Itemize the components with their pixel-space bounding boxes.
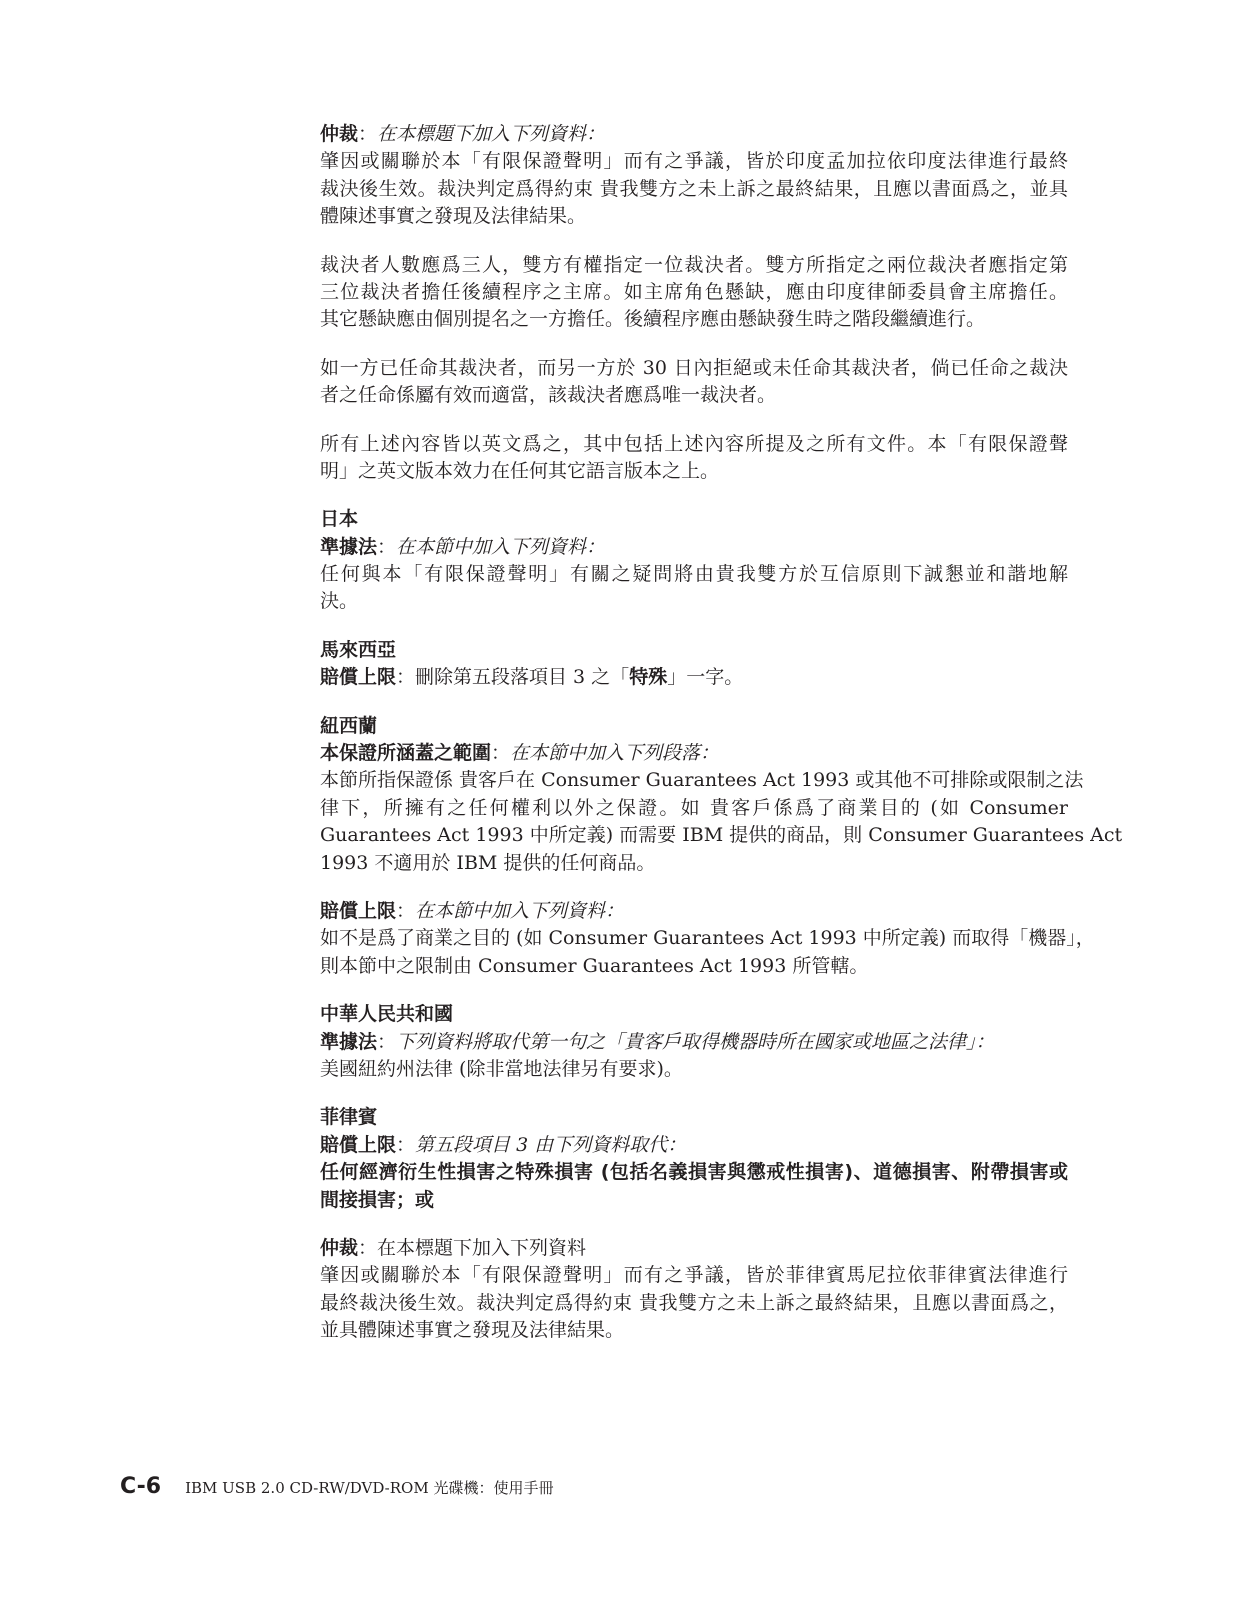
liability-label-line	[320, 664, 1068, 691]
section-heading: 日本	[320, 508, 359, 531]
text-line: 決。	[320, 590, 359, 613]
section-malaysia	[320, 637, 1068, 692]
liability-label: 賠償上限	[320, 1133, 397, 1156]
text-line: 肇因或關聯於本「有限保證聲明」而有之爭議，皆於菲律賓馬尼拉依菲律賓法律進行	[320, 1264, 1068, 1287]
governing-law-label: 準據法	[320, 535, 378, 558]
text-line: 間接損害；或	[320, 1188, 435, 1211]
section-philippines	[320, 1104, 1068, 1214]
text-line: 明」之英文版本效力在任何其它語言版本之上。	[320, 459, 720, 482]
label-colon: ：	[396, 1133, 416, 1156]
instruction-text: 在本節中加入下列段落：	[510, 742, 720, 765]
document-body	[320, 121, 1123, 1365]
arbitration-label: 仲裁	[320, 123, 359, 145]
scope-label-line	[320, 740, 1068, 767]
liability-label-line	[320, 1132, 1068, 1159]
section-heading: 馬來西亞	[320, 638, 397, 661]
arbitration-label-line	[320, 1235, 1068, 1262]
text-line: 最終裁決後生效。裁決判定爲得約束 貴我雙方之未上訴之最終結果，且應以書面爲之，	[320, 1291, 1068, 1314]
text-line: 本節所指保證係 貴客戶在 Consumer Guarantees Act 1993 或其他不可排除或限制之法	[320, 769, 1084, 792]
text-line: 其它懸缺應由個別提名之一方擔任。後續程序應由懸缺發生時之階段繼續進行。	[320, 308, 986, 331]
philippines-arbitration	[320, 1235, 1068, 1345]
text-segment: ：刪除第五段落項目 3 之「	[396, 666, 630, 689]
text-line: 美國紐約州法律 (除非當地法律另有要求)。	[320, 1057, 683, 1080]
text-line: 任何經濟衍生性損害之特殊損害 (包括名義損害與懲戒性損害)、道德損害、附帶損害或	[320, 1161, 1068, 1184]
page-number: C-6	[120, 1474, 162, 1499]
paragraph	[320, 431, 1068, 486]
text-line: 三位裁決者擔任後續程序之主席。如主席角色懸缺，應由印度律師委員會主席擔任。	[320, 280, 1068, 303]
text-line: 如一方已任命其裁決者，而另一方於 30 日內拒絕或未任命其裁決者，倘已任命之裁決	[320, 356, 1068, 379]
instruction-text: 在本標題下加入下列資料	[377, 1236, 587, 1259]
arbitration-label: 仲裁	[320, 1236, 359, 1259]
text-line: 如不是爲了商業之目的 (如 Consumer Guarantees Act 1993 中所定義) 而取得「機器」，	[320, 927, 1095, 950]
liability-label-line	[320, 898, 1068, 925]
text-line: Guarantees Act 1993 中所定義) 而需要 IBM 提供的商品，則 Consumer Guarantees Act	[320, 824, 1123, 847]
text-line: 律下，所擁有之任何權利以外之保證。如 貴客戶係爲了商業目的 (如 Consumer	[320, 796, 1068, 819]
instruction-text: 第五段項目 3 由下列資料取代：	[415, 1133, 687, 1156]
text-line: 裁決者人數應爲三人，雙方有權指定一位裁決者。雙方所指定之兩位裁決者應指定第	[320, 253, 1068, 276]
paragraph	[320, 252, 1068, 334]
label-colon: ：	[491, 742, 511, 765]
document-title: IBM USB 2.0 CD-RW/DVD-ROM 光碟機：使用手冊	[185, 1479, 554, 1497]
section-heading: 中華人民共和國	[320, 1003, 454, 1026]
arbitration-label-line	[320, 121, 1068, 148]
section-new-zealand	[320, 713, 1123, 877]
instruction-text: 下列資料將取代第一句之「貴客戶取得機器時所在國家或地區之法律」：	[396, 1030, 995, 1053]
instruction-text: 在本節中加入下列資料：	[396, 535, 606, 558]
text-line: 者之任命係屬有效而適當，該裁決者應爲唯一裁決者。	[320, 384, 777, 407]
text-line: 則本節中之限制由 Consumer Guarantees Act 1993 所管轄。	[320, 954, 869, 977]
text-line: 裁決後生效。裁決判定爲得約束 貴我雙方之未上訴之最終結果，且應以書面爲之，並具	[320, 177, 1068, 200]
text-line: 所有上述內容皆以英文爲之，其中包括上述內容所提及之所有文件。本「有限保證聲	[320, 432, 1068, 455]
text-line: 任何與本「有限保證聲明」有關之疑問將由貴我雙方於互信原則下誠懇並和諧地解	[320, 563, 1068, 586]
label-colon: ：	[358, 123, 378, 145]
governing-law-label-line	[320, 534, 1068, 561]
label-colon: ：	[377, 1030, 397, 1053]
text-segment: 」一字。	[667, 666, 744, 689]
section-japan	[320, 506, 1068, 616]
text-line: 肇因或關聯於本「有限保證聲明」而有之爭議，皆於印度孟加拉依印度法律進行最終	[320, 150, 1068, 173]
instruction-text: 在本節中加入下列資料：	[415, 899, 625, 922]
section-prc	[320, 1001, 1068, 1083]
text-line: 並具體陳述事實之發現及法律結果。	[320, 1319, 625, 1342]
governing-law-label-line	[320, 1029, 1068, 1056]
section-heading: 紐西蘭	[320, 714, 378, 737]
paragraph	[320, 355, 1068, 410]
liability-label: 賠償上限	[320, 666, 397, 689]
new-zealand-liability	[320, 898, 1095, 980]
liability-label: 賠償上限	[320, 899, 397, 922]
label-colon: ：	[358, 1236, 378, 1259]
governing-law-label: 準據法	[320, 1030, 378, 1053]
label-colon: ：	[377, 535, 397, 558]
page-footer	[120, 1474, 553, 1499]
instruction-text: 在本標題下加入下列資料：	[377, 123, 606, 145]
text-line: 1993 不適用於 IBM 提供的任何商品。	[320, 851, 656, 874]
scope-label: 本保證所涵蓋之範圍	[320, 742, 492, 765]
section-heading: 菲律賓	[320, 1106, 378, 1129]
label-colon: ：	[396, 899, 416, 922]
emphasis-text: 特殊	[629, 666, 668, 689]
india-arbitration-intro	[320, 121, 1068, 231]
text-line: 體陳述事實之發現及法律結果。	[320, 205, 587, 228]
